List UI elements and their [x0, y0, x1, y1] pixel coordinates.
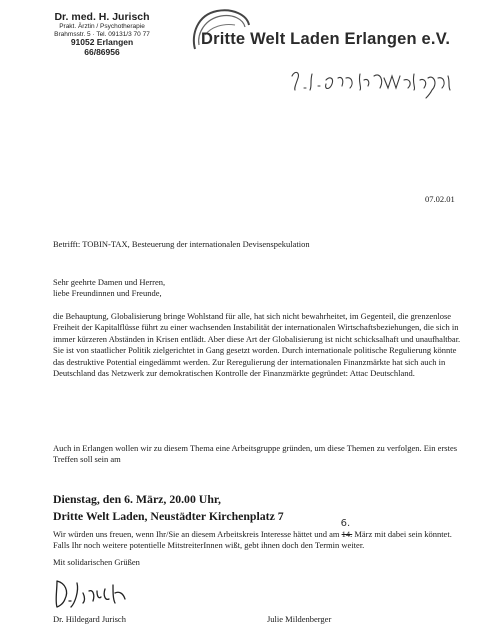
paragraph-text-before: Wir würden uns freuen, wenn Ihr/Sie an diesem Arbeitskreis Interesse hättet und am	[53, 529, 342, 539]
event-place: Dritte Welt Laden, Neustädter Kirchenplatz 7	[53, 509, 284, 523]
event-date: Dienstag, den 6. März, 20.00 Uhr,	[53, 492, 221, 506]
handwritten-correction: 6.	[340, 518, 351, 529]
salutation-line: Sehr geehrte Damen und Herren,	[53, 277, 166, 287]
sender-name: Dr. med. H. Jurisch	[54, 11, 150, 23]
struck-date	[340, 518, 353, 539]
subject-line: Betrifft: TOBIN-TAX, Besteuerung der internationalen Devisenspekulation	[53, 239, 310, 249]
sender-block	[47, 11, 157, 58]
paragraph-text	[53, 518, 465, 552]
struck-date-text: 14.	[341, 529, 353, 539]
paragraph-text: Auch in Erlangen wollen wir zu diesem Thema eine Arbeitsgruppe gründen, um diese Themen zu verfolgen. Ein erstes Treffen soll sein am	[53, 443, 458, 465]
signature	[53, 575, 133, 611]
letter-date: 07.02.01	[425, 194, 455, 204]
event-details	[53, 491, 284, 525]
sender-fax: 66/86956	[84, 46, 120, 57]
signer-mildenberger: Julie Mildenberger	[267, 614, 332, 624]
organization-name: Dritte Welt Laden Erlangen e.V.	[201, 30, 451, 48]
handwritten-note	[288, 66, 458, 100]
sender-title: Prakt. Ärztin / Psychotherapie	[59, 23, 145, 31]
signer-jurisch: Dr. Hildegard Jurisch	[53, 614, 126, 624]
paragraph-text: die Behauptung, Globalisierung bringe Wohlstand für alle, hat sich nicht bewahrheitet, im Gegenteil, die grenzenlose Freiheit der Kapitalflüsse führt zu einer wachsenden Instabilität der internationalen Wirtschaftsbeziehungen, die sich in immer kürzeren Abständen in Krisen entlädt. Aber diese Art der Globalisierung ist nicht schicksalhaft und unaufhaltbar. Sie ist von staatlicher Politik zielgerichtet in Gang gesetzt worden. Durch internationale politische Regulierung könnte das destruktive Potential eingedämmt werden. Zur Reregulierung der internationalen Finanzmärkte hat sich auch in Deutschland das Netzwerk zur demokratischen Kontrolle der Finanzmärkte gegründet: Attac Deutschland.	[53, 311, 461, 379]
paragraph-invitation	[53, 518, 465, 552]
paragraph-text-after: März mit dabei sein könntet. Falls Ihr noch weitere potentielle MitstreiterInnen wißt, gebt ihnen doch den Termin weiter.	[53, 529, 452, 551]
sender-street-phone: Brahmsstr. 5 · Tel. 09131/3 70 77	[54, 30, 150, 38]
paragraph-globalization	[53, 311, 465, 379]
salutation-line: liebe Freundinnen und Freunde,	[53, 288, 162, 299]
sender-city: 91052 Erlangen	[70, 37, 134, 47]
paragraph-workgroup	[53, 443, 465, 466]
closing-greeting: Mit solidarischen Grüßen	[53, 557, 140, 567]
salutation	[53, 277, 465, 300]
